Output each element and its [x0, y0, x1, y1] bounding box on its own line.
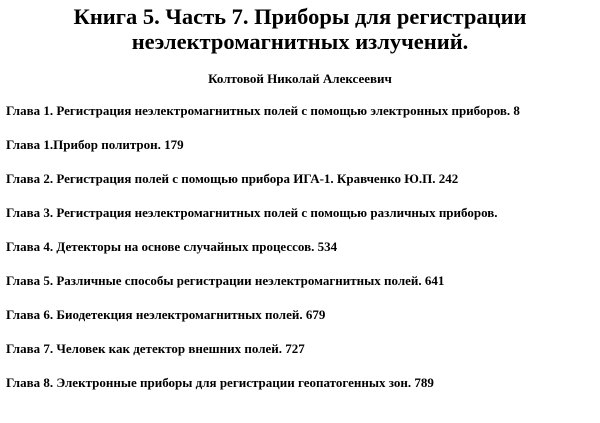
- toc-item-chapter-1: Глава 1. Регистрация неэлектромагнитных полей с помощью электронных приборов. 8: [6, 103, 520, 118]
- title-line-2: неэлектромагнитных излучений.: [131, 29, 469, 54]
- toc-item-chapter-8: Глава 8. Электронные приборы для регистрации геопатогенных зон. 789: [6, 375, 434, 390]
- toc-item-chapter-7: Глава 7. Человек как детектор внешних полей. 727: [6, 341, 305, 356]
- document-title: [6, 4, 594, 54]
- toc-item-chapter-5: Глава 5. Различные способы регистрации неэлектромагнитных полей. 641: [6, 273, 445, 288]
- author-name: Колтовой Николай Алексеевич: [208, 71, 392, 86]
- toc-item-chapter-6: Глава 6. Биодетекция неэлектромагнитных полей. 679: [6, 307, 326, 322]
- toc-item-chapter-3: Глава 3. Регистрация неэлектромагнитных полей с помощью различных приборов.: [6, 205, 498, 220]
- title-line-1: Книга 5. Часть 7. Приборы для регистрации: [73, 4, 527, 29]
- toc-item-chapter-1-politron: Глава 1.Прибор политрон. 179: [6, 137, 184, 152]
- toc-item-chapter-2: Глава 2. Регистрация полей с помощью прибора ИГА-1. Кравченко Ю.П. 242: [6, 171, 459, 186]
- toc-item-chapter-4: Глава 4. Детекторы на основе случайных процессов. 534: [6, 239, 338, 254]
- table-of-contents: [6, 103, 594, 391]
